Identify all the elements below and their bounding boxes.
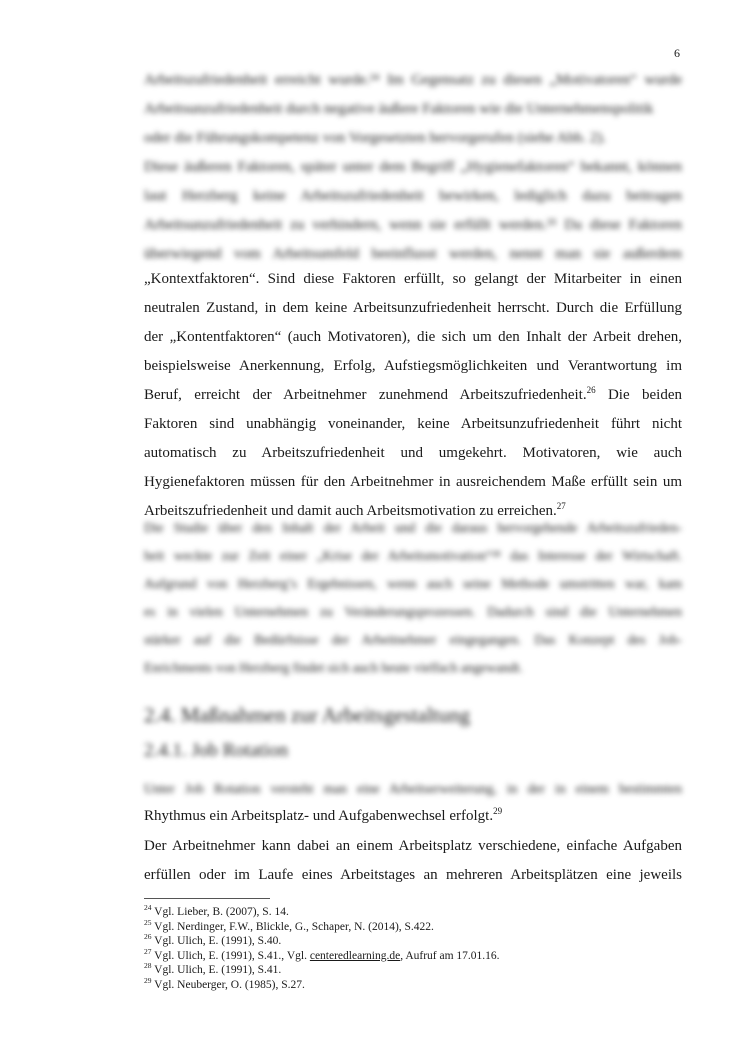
footnote-text: , Aufruf am 17.01.16. xyxy=(400,949,500,962)
footnote-number: 25 xyxy=(144,917,152,927)
text-line: Hygienefaktoren müssen für den Arbeitnehmer in ausreichendem Maße erfüllt sein um xyxy=(144,474,682,490)
text-span: Arbeitszufriedenheit und damit auch Arbeitsmotivation zu erreichen. xyxy=(144,503,557,519)
text-line: Faktoren sind unabhängig voneinander, keine Arbeitsunzufriedenheit führt nicht xyxy=(144,416,682,432)
footnote-ref: 27 xyxy=(556,501,566,511)
blurred-line: Unter Job Rotation versteht man eine Arbeitserweiterung, in der in einem bestimmten xyxy=(144,781,682,796)
clear-paragraph xyxy=(144,265,682,526)
blurred-paragraph-middle xyxy=(144,514,682,682)
footnote xyxy=(144,905,644,920)
footnote-number: 29 xyxy=(144,975,152,985)
footnote-ref: 26 xyxy=(586,385,596,395)
footnote-ref: 29 xyxy=(493,806,503,816)
footnotes xyxy=(144,905,644,992)
text-line xyxy=(144,802,682,831)
text-line: Enrichments von Herzberg findet sich auch heute vielfach angewandt. xyxy=(144,660,523,675)
footnote-number: 27 xyxy=(144,946,152,956)
footnote xyxy=(144,917,644,935)
text-line: Arbeitszufriedenheit erreicht wurde.²⁴ Im Gegensatz zu diesen „Motivatoren“ wurde xyxy=(144,72,682,88)
footnote xyxy=(144,946,644,964)
text-line: neutralen Zustand, in dem keine Arbeitsunzufriedenheit herrscht. Durch die Erfüllung xyxy=(144,300,682,316)
footnote-number: 24 xyxy=(144,903,152,913)
footnote-link[interactable]: centeredlearning.de xyxy=(309,949,401,962)
footnote-divider xyxy=(144,898,270,899)
text-span: Rhythmus ein Arbeitsplatz- und Aufgabenwechsel erfolgt. xyxy=(144,808,494,824)
footnote-text: Vgl. Lieber, B. (2007), S. 14. xyxy=(154,906,289,918)
text-line: „Kontextfaktoren“. Sind diese Faktoren erfüllt, so gelangt der Mitarbeiter in einen xyxy=(144,271,682,287)
text-line: stärker auf die Bedürfnisse der Arbeitnehmer eingegangen. Das Konzept des Job- xyxy=(144,632,682,647)
text-line: oder die Führungskompetenz von Vorgesetzten hervorgerufen (siehe Abb. 2). xyxy=(144,130,607,146)
footnote-number: 28 xyxy=(144,961,152,971)
text-line: beispielsweise Anerkennung, Erfolg, Aufstiegsmöglichkeiten und Verantwortung im xyxy=(144,358,682,374)
page-number: 6 xyxy=(674,46,680,60)
footnote-text: Vgl. Ulich, E. (1991), S.41., Vgl. xyxy=(154,949,310,962)
text-line: laut Herzberg keine Arbeitszufriedenheit bewirken, lediglich dazu beitragen xyxy=(144,188,682,204)
text-line: automatisch zu Arbeitszufriedenheit und umgekehrt. Motivatoren, wie auch xyxy=(144,445,682,461)
text-line: überwiegend vom Arbeitsumfeld beeinflusst werden, nennt man sie außerdem xyxy=(144,246,682,262)
text-line: Arbeitsunzufriedenheit zu verhindern, wenn sie erfüllt werden.²⁵ Da diese Faktoren xyxy=(144,217,682,233)
text-line: heit weckte zur Zeit einer „Krise der Arbeitsmotivation“²⁸ das Interesse der Wirtschaft. xyxy=(144,548,682,563)
subsection-heading: 2.4.1. Job Rotation xyxy=(144,740,289,761)
last-paragraph xyxy=(144,832,682,890)
text-line: erfüllen oder im Laufe eines Arbeitstages an mehreren Arbeitsplätzen eine jeweils xyxy=(144,867,682,883)
text-line: Der Arbeitnehmer kann dabei an einem Arbeitsplatz verschiedene, einfache Aufgaben xyxy=(144,838,682,854)
text-line: es in vielen Unternehmen zu Veränderungsprozessen. Dadurch sind die Unternehmen xyxy=(144,604,682,619)
text-line: Arbeitsunzufriedenheit durch negative äußere Faktoren wie die Unternehmenspolitik xyxy=(144,101,654,117)
section-heading: 2.4. Maßnahmen zur Arbeitsgestaltung xyxy=(144,703,471,727)
text-span: Beruf, erreicht der Arbeitnehmer zunehmend Arbeitszufriedenheit. xyxy=(144,387,587,403)
text-line: Die Studie über den Inhalt der Arbeit und die daraus hervorgehende Arbeitszufrieden- xyxy=(144,520,682,535)
blurred-paragraph-top xyxy=(144,66,682,269)
footnote-text: Vgl. Ulich, E. (1991), S.40. xyxy=(154,935,282,947)
footnote xyxy=(144,934,644,949)
footnote-number: 26 xyxy=(144,932,152,942)
text-line: Diese äußeren Faktoren, später unter dem Begriff „Hygienefaktoren“ bekannt, können xyxy=(144,159,682,175)
text-line: der „Kontentfaktoren“ (auch Motivatoren), die sich um den Inhalt der Arbeit drehen, xyxy=(144,329,682,345)
footnote-text: Vgl. Nerdinger, F.W., Blickle, G., Schaper, N. (2014), S.422. xyxy=(154,920,434,933)
footnote xyxy=(144,975,644,993)
footnote xyxy=(144,963,644,978)
text-line: Aufgrund von Herzberg’s Ergebnissen, wenn auch seine Methode umstritten war, kam xyxy=(144,576,682,591)
footnote-text: Vgl. Ulich, E. (1991), S.41. xyxy=(154,964,282,976)
text-line xyxy=(144,381,682,410)
footnote-text: Vgl. Neuberger, O. (1985), S.27. xyxy=(154,978,305,991)
text-span: Die beiden xyxy=(595,387,683,403)
